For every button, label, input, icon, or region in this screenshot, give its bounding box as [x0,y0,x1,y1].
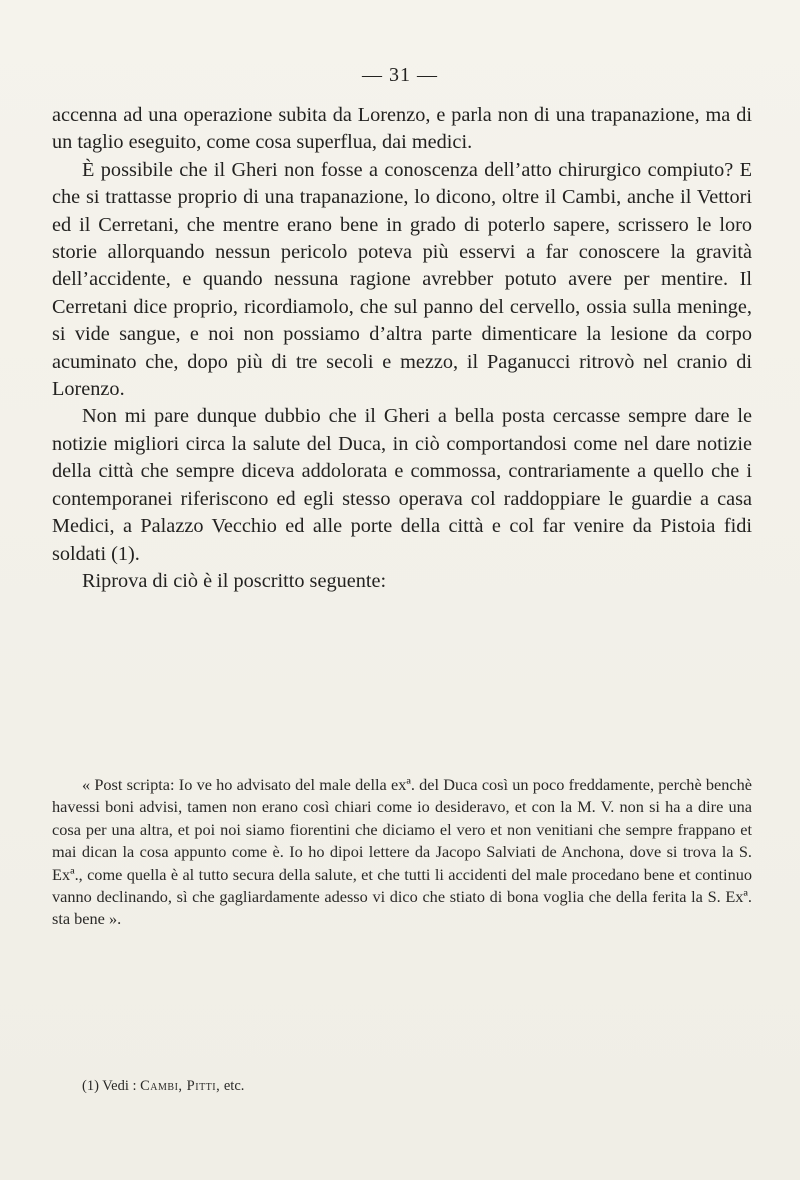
footnote-names: Cambi, Pitti, [140,1078,221,1094]
page-number: — 31 — [362,64,438,86]
footnote-marker: (1) Vedi : [82,1078,137,1094]
paragraph-3: Non mi pare dunque dubbio che il Gheri a bella posta cercasse sempre dare le notizie migliori circa la salute del Duca, in ciò comportandosi come nel dare notizie della città che sempre diceva addolorata e commossa, contrariamente a quello che i contemporanei riferiscono ed egli stesso operava col raddoppiare le guardie a casa Medici, a Palazzo Vecchio ed alle porte della città e col far venire da Pistoia fidi soldati (1). [52,405,752,565]
main-text [52,102,752,595]
paragraph-4: Riprova di ciò è il poscritto seguente: [82,569,387,592]
postscript-quote: « Post scripta: Io ve ho advisato del male della exª. del Duca così un poco freddamente, perchè benchè havessi boni advisi, tamen non erano così chiari come io desideravo, et con la M. V. non si ha a dire una cosa per una altra, et poi noi siamo fiorentini che diciamo el vero et non venitiani che sempre frappano et mai dican la cosa appunto come è. Io ho dipoi lettere da Jacopo Salviati de Anchona, dove si trova la S. Exª., come quella è al tutto secura della salute, et che tutti li accidenti del male procedano bene et continuo vanno declinando, sì che gagliardamente adesso vi dico che stiato di bona voglia che della ferita la S. Exª. sta bene ». [52,775,752,929]
paragraph-2: È possibile che il Gheri non fosse a conoscenza dell’atto chirurgico compiuto? E che si trattasse proprio di una trapanazione, lo dicono, oltre il Cambi, anche il Vettori ed il Cerretani, che mentre erano bene in grado di poterlo sapere, scrissero le loro storie allorquando nessun pericolo poteva più esservi a far conoscere la gravità dell’accidente, e quando nessuna ragione avrebber potuto avere per mentire. Il Cerretani dice proprio, ricordiamolo, che sul panno del cervello, ossia sulla meninge, si vide sangue, e noi non possiamo d’altra parte dimenticare la lesione da corpo acuminato che, dopo più di tre secoli e mezzo, il Paganucci ritrovò nel cranio di Lorenzo. [52,158,752,401]
footnote [82,1078,742,1095]
paragraph-1: accenna ad una operazione subita da Lorenzo, e parla non di una trapanazione, ma di un taglio eseguito, come cosa superflua, dai medici. [52,104,752,154]
footnote-rest: etc. [223,1078,245,1094]
